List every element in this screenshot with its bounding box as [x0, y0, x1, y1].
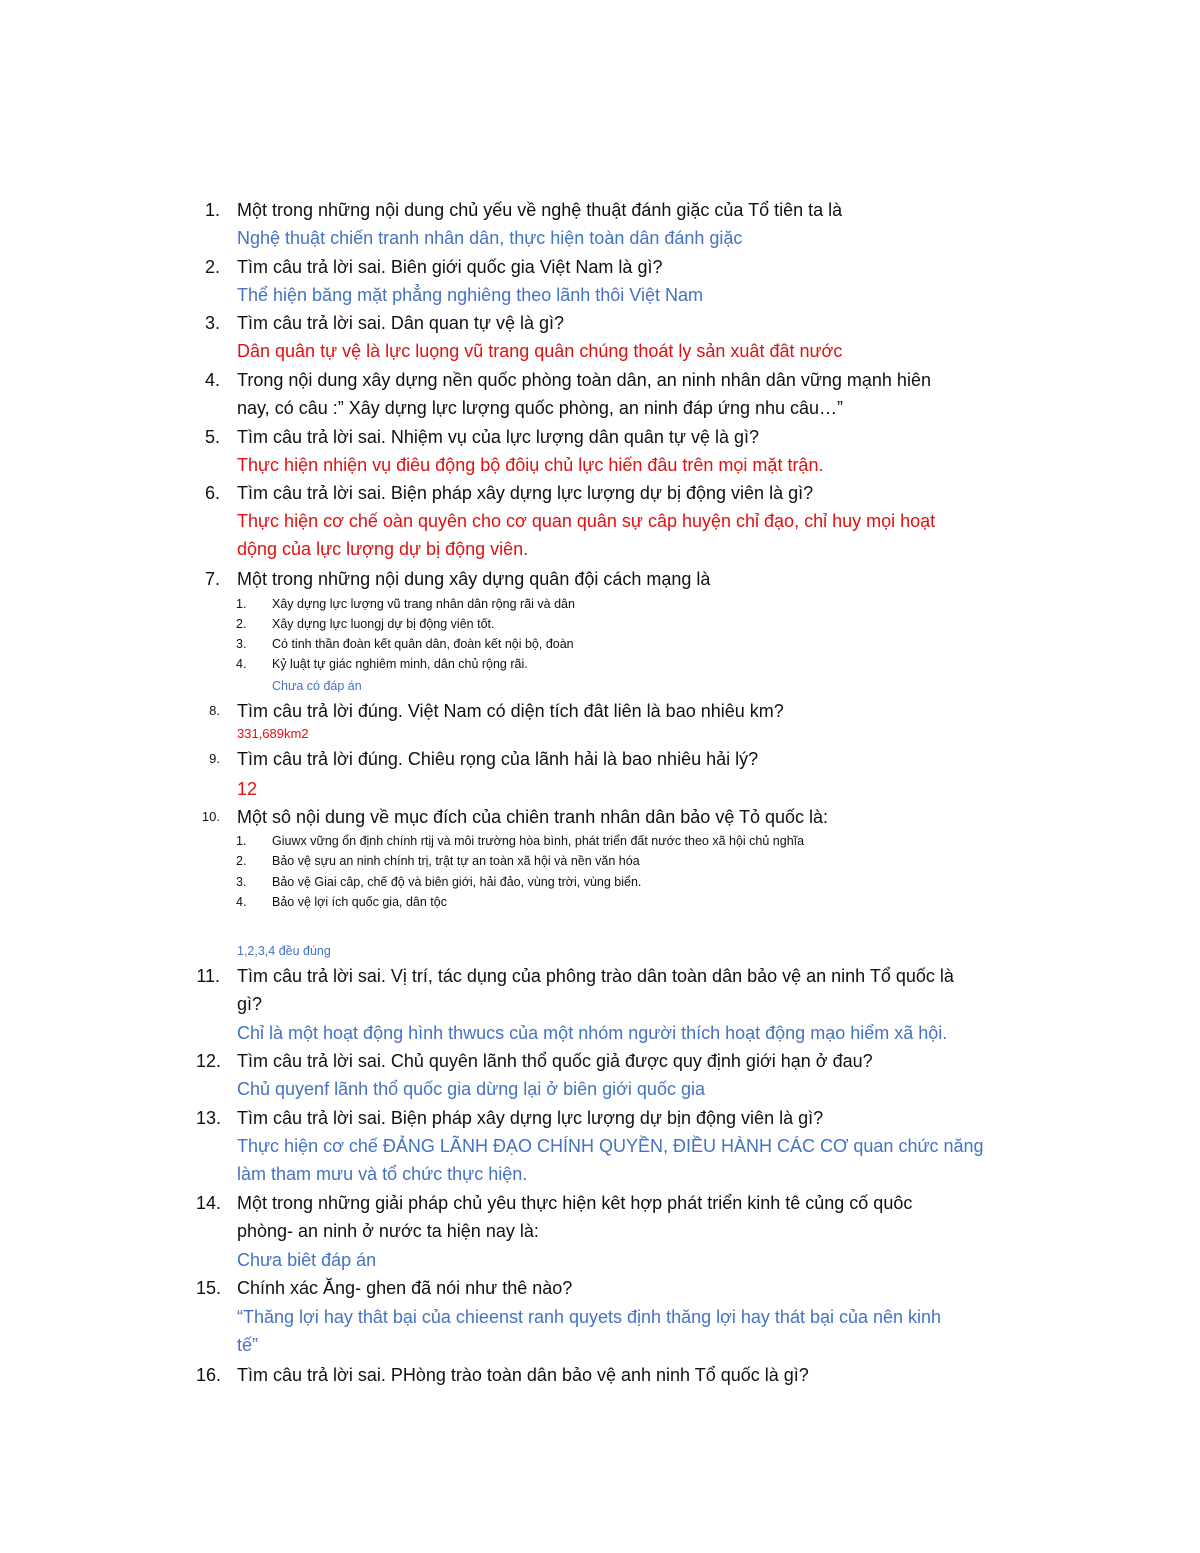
option-text: Bảo vệ Giai câp, chế độ và biên giới, hải đảo, vùng trời, vùng biển. — [272, 875, 642, 889]
option-number: 1. — [236, 834, 247, 848]
question-text: Tìm câu trả lời đúng. Chiêu rọng của lãnh hải là bao nhiêu hải lý? — [237, 749, 759, 769]
option-text: Có tinh thần đoàn kết quân dân, đoàn kết nội bộ, đoàn — [272, 637, 574, 651]
answer-text: Chủ quyenf lãnh thổ quốc gia dừng lại ở biên giới quốc gia — [237, 1079, 705, 1099]
option-text: Bảo vệ lợi ích quốc gia, dân tộc — [272, 895, 447, 909]
option-number: 2. — [236, 854, 247, 868]
answer-text: Thực hiện nhiện vụ điêu động bộ đôiụ chủ lực hiến đâu trên mọi mặt trận. — [237, 455, 824, 475]
answer-text: Chỉ là một hoạt động hình thwucs của một nhóm người thích hoạt động mạo hiểm xã hội. — [237, 1023, 948, 1043]
option-number: 4. — [236, 895, 247, 909]
option-text: Xây dựng lực lượng vũ trang nhân dân rộng rãi và dân — [272, 597, 575, 611]
option-number: 2. — [236, 617, 247, 631]
option-number: 3. — [236, 875, 247, 889]
answer-text-line: làm tham mưu và tổ chức thực hiện. — [237, 1164, 528, 1184]
question-number: 1. — [204, 200, 220, 220]
question-text: Tìm câu trả lời sai. PHòng trào toàn dân bảo vệ anh ninh Tổ quốc là gì? — [237, 1365, 809, 1385]
question-text: Một sô nội dung về mục đích của chiên tranh nhân dân bảo vệ Tỏ quốc là: — [237, 807, 829, 827]
question-number: 3. — [204, 313, 220, 333]
question-text: Chính xác Ăng- ghen đã nói như thê nào? — [237, 1278, 573, 1298]
question-text: Tìm câu trả lời sai. Biên giới quốc gia Việt Nam là gì? — [237, 257, 663, 277]
question-number: 5. — [204, 427, 220, 447]
question-text-line: Một trong những giải pháp chủ yêu thực hiện kêt hợp phát triển kinh tê củng cố quôc — [237, 1193, 913, 1213]
option-text: Xây dựng lực luongj dự bị động viên tốt. — [272, 617, 495, 631]
answer-text-line: dộng của lực lượng dự bị động viên. — [237, 539, 529, 559]
question-number: 8. — [209, 703, 220, 718]
question-text-line: Trong nội dung xây dựng nền quốc phòng toàn dân, an ninh nhân dân vững mạnh hiên — [237, 370, 931, 390]
option-number: 1. — [236, 597, 247, 611]
question-number: 15. — [196, 1278, 222, 1298]
question-text-line: gì? — [237, 994, 263, 1014]
question-text: Tìm câu trả lời sai. Biện pháp xây dựng lực lượng dự bị động viên là gì? — [237, 483, 814, 503]
answer-text: Chưa biêt đáp án — [237, 1250, 377, 1270]
answer-text: Dân quân tự vệ là lực luọng vũ trang quân chúng thoát ly sản xuât đât nước — [237, 341, 843, 361]
question-number: 4. — [204, 370, 220, 390]
option-text: Giuwx vững ổn định chính rtịj và môi trường hòa bình, phát triển đất nước theo xã hội chủ nghĩa — [272, 834, 805, 848]
answer-text: 331,689km2 — [237, 726, 309, 741]
answer-text-line: Thực hiện cơ chế ĐẢNG LÃNH ĐẠO CHÍNH QUYỀN, ĐIỀU HÀNH CÁC CƠ quan chức năng — [237, 1136, 984, 1156]
question-text: Tìm câu trả lời đúng. Việt Nam có diện tích đât liên là bao nhiêu km? — [237, 701, 784, 721]
question-number: 14. — [196, 1193, 222, 1213]
answer-text: Nghệ thuật chiến tranh nhân dân, thực hiện toàn dân đánh giặc — [237, 228, 743, 248]
answer-text-line: Thực hiện cơ chế oàn quyên cho cơ quan quân sự câp huyện chỉ đạo, chỉ huy mọi hoạt — [237, 511, 936, 531]
question-number: 13. — [196, 1108, 222, 1128]
question-number: 12. — [196, 1051, 222, 1071]
question-number: 10. — [201, 809, 220, 824]
question-number: 9. — [209, 751, 220, 766]
option-text: Kỷ luật tự giác nghiêm minh, dân chủ rộng rãi. — [272, 657, 528, 671]
question-text: Một trong những nội dung xây dựng quân đội cách mạng là — [237, 569, 711, 589]
question-number: 11. — [196, 966, 220, 986]
question-text: Tìm câu trả lời sai. Dân quan tự vệ là gì? — [237, 313, 564, 333]
answer-text: 1,2,3,4 đều đúng — [237, 944, 331, 958]
answer-text: 12 — [237, 779, 258, 799]
question-number: 6. — [204, 483, 220, 503]
question-text: Tìm câu trả lời sai. Nhiệm vụ của lực lượng dân quân tự vệ là gì? — [237, 427, 759, 447]
question-text: Tìm câu trả lời sai. Biện pháp xây dựng lực lượng dự bịn động viên là gì? — [237, 1108, 824, 1128]
option-number: 3. — [236, 637, 247, 651]
answer-text: Chưa có đáp án — [272, 679, 362, 693]
question-number: 2. — [204, 257, 220, 277]
answer-text-line: tế” — [237, 1335, 259, 1355]
question-number: 7. — [204, 569, 220, 589]
option-text: Bảo vệ sựu an ninh chính trị, trật tự an toàn xã hội và nền văn hóa — [272, 854, 640, 868]
answer-text: Thể hiện băng mặt phẳng nghiêng theo lãnh thôi Việt Nam — [237, 285, 704, 305]
question-text-line: phòng- an ninh ở nước ta hiện nay là: — [237, 1221, 539, 1241]
question-text: Một trong những nội dung chủ yếu về nghệ thuật đánh giặc của Tổ tiên ta là — [237, 200, 843, 220]
question-text: Tìm câu trả lời sai. Chủ quyên lãnh thổ quốc giả được quy định giới hạn ở đau? — [237, 1051, 873, 1071]
option-number: 4. — [236, 657, 247, 671]
answer-text-line: “Thăng lợi hay thât bại của chieenst ranh quyets định thăng lợi hay thát bại của nên kinh — [237, 1307, 942, 1327]
question-text-line: nay, có câu :” Xây dựng lực lượng quốc phòng, an ninh đáp ứng nhu câu…” — [237, 398, 844, 418]
question-text-line: Tìm câu trả lời sai. Vị trí, tác dụng của phông trào dân toàn dân bảo vệ an ninh Tổ quốc là — [237, 966, 954, 986]
question-number: 16. — [196, 1365, 222, 1385]
